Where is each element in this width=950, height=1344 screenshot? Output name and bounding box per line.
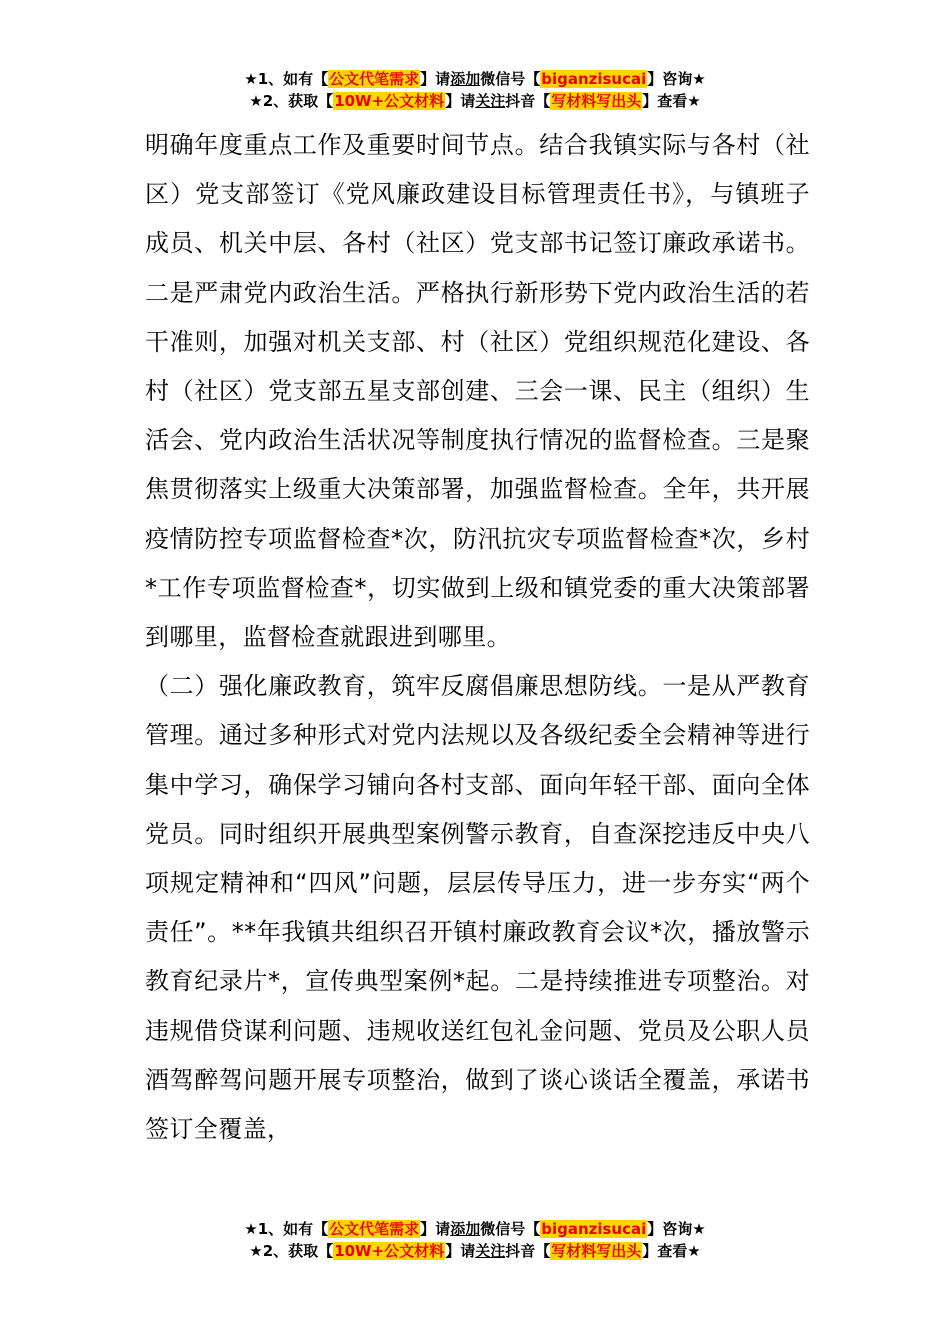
body-paragraph: 明确年度重点工作及重要时间节点。结合我镇实际与各村（社区）党支部签订《党风廉政建设目标管理责任书》，与镇班子成员、机关中层、各村（社区）党支部书记签订廉政承诺书。二是严肃党内政治生活。严格执行新形势下党内政治生活的若干准则，加强对机关支部、村（社区）党组织规范化建设、各村（社区）党支部五星支部创建、三会一课、民主（组织）生活会、党内政治生活状况等制度执行情况的监督检查。三是聚焦贯彻落实上级重大决策部署，加强监督检查。全年，共开展疫情防控专项监督检查*次，防汛抗灾专项监督检查*次，乡村*工作专项监督检查*，切实做到上级和镇党委的重大决策部署到哪里，监督检查就跟进到哪里。	[145, 131, 810, 652]
banner-highlight: 公文代笔需求	[329, 1220, 420, 1238]
banner-text: 】查看★	[642, 92, 701, 110]
document-body	[145, 121, 810, 1154]
banner-text: 微信号【	[480, 1220, 541, 1238]
banner-underlined-text: 添加	[450, 1220, 481, 1238]
banner-text: 】请	[445, 92, 476, 110]
banner-highlight: biganzisucai	[541, 1220, 647, 1238]
banner-highlight: 写材料写出头	[551, 92, 642, 110]
banner-text: 】请	[420, 70, 451, 88]
banner-text: ★1、如有【	[244, 1220, 329, 1238]
banner-line-1	[0, 1218, 950, 1240]
banner-text: ★2、获取【	[249, 92, 334, 110]
banner-highlight: 10W+公文材料	[334, 1242, 445, 1260]
banner-line-2	[0, 90, 950, 112]
banner-text: 】请	[420, 1220, 451, 1238]
banner-line-2	[0, 1240, 950, 1262]
banner-underlined-text: 关注	[475, 1242, 506, 1260]
body-paragraph: （二）强化廉政教育，筑牢反腐倡廉思想防线。一是从严教育管理。通过多种形式对党内法规以及各级纪委全会精神等进行集中学习，确保学习铺向各村支部、面向年轻干部、面向全体党员。同时组织开展典型案例警示教育，自查深挖违反中央八项规定精神和“四风”问题，层层传导压力，进一步夯实“两个责任”。**年我镇共组织召开镇村廉政教育会议*次，播放警示教育纪录片*，宣传典型案例*起。二是持续推进专项整治。对违规借贷谋利问题、违规收送红包礼金问题、党员及公职人员酒驾醉驾问题开展专项整治，做到了谈心谈话全覆盖，承诺书签订全覆盖，	[145, 672, 810, 1144]
banner-text: 】咨询★	[647, 1220, 706, 1238]
banner-highlight: 公文代笔需求	[329, 70, 420, 88]
banner-text: 】请	[445, 1242, 476, 1260]
banner-text: 抖音【	[505, 1242, 551, 1260]
banner-highlight: 10W+公文材料	[334, 92, 445, 110]
banner-text: ★1、如有【	[244, 70, 329, 88]
banner-text: 】咨询★	[647, 70, 706, 88]
banner-highlight: 写材料写出头	[551, 1242, 642, 1260]
banner-underlined-text: 关注	[475, 92, 506, 110]
banner-underlined-text: 添加	[450, 70, 481, 88]
banner-line-1	[0, 68, 950, 90]
footer-banner	[0, 1218, 950, 1262]
banner-text: 抖音【	[505, 92, 551, 110]
header-banner	[0, 68, 950, 112]
banner-text: 微信号【	[480, 70, 541, 88]
banner-highlight: biganzisucai	[541, 70, 647, 88]
banner-text: ★2、获取【	[249, 1242, 334, 1260]
banner-text: 】查看★	[642, 1242, 701, 1260]
